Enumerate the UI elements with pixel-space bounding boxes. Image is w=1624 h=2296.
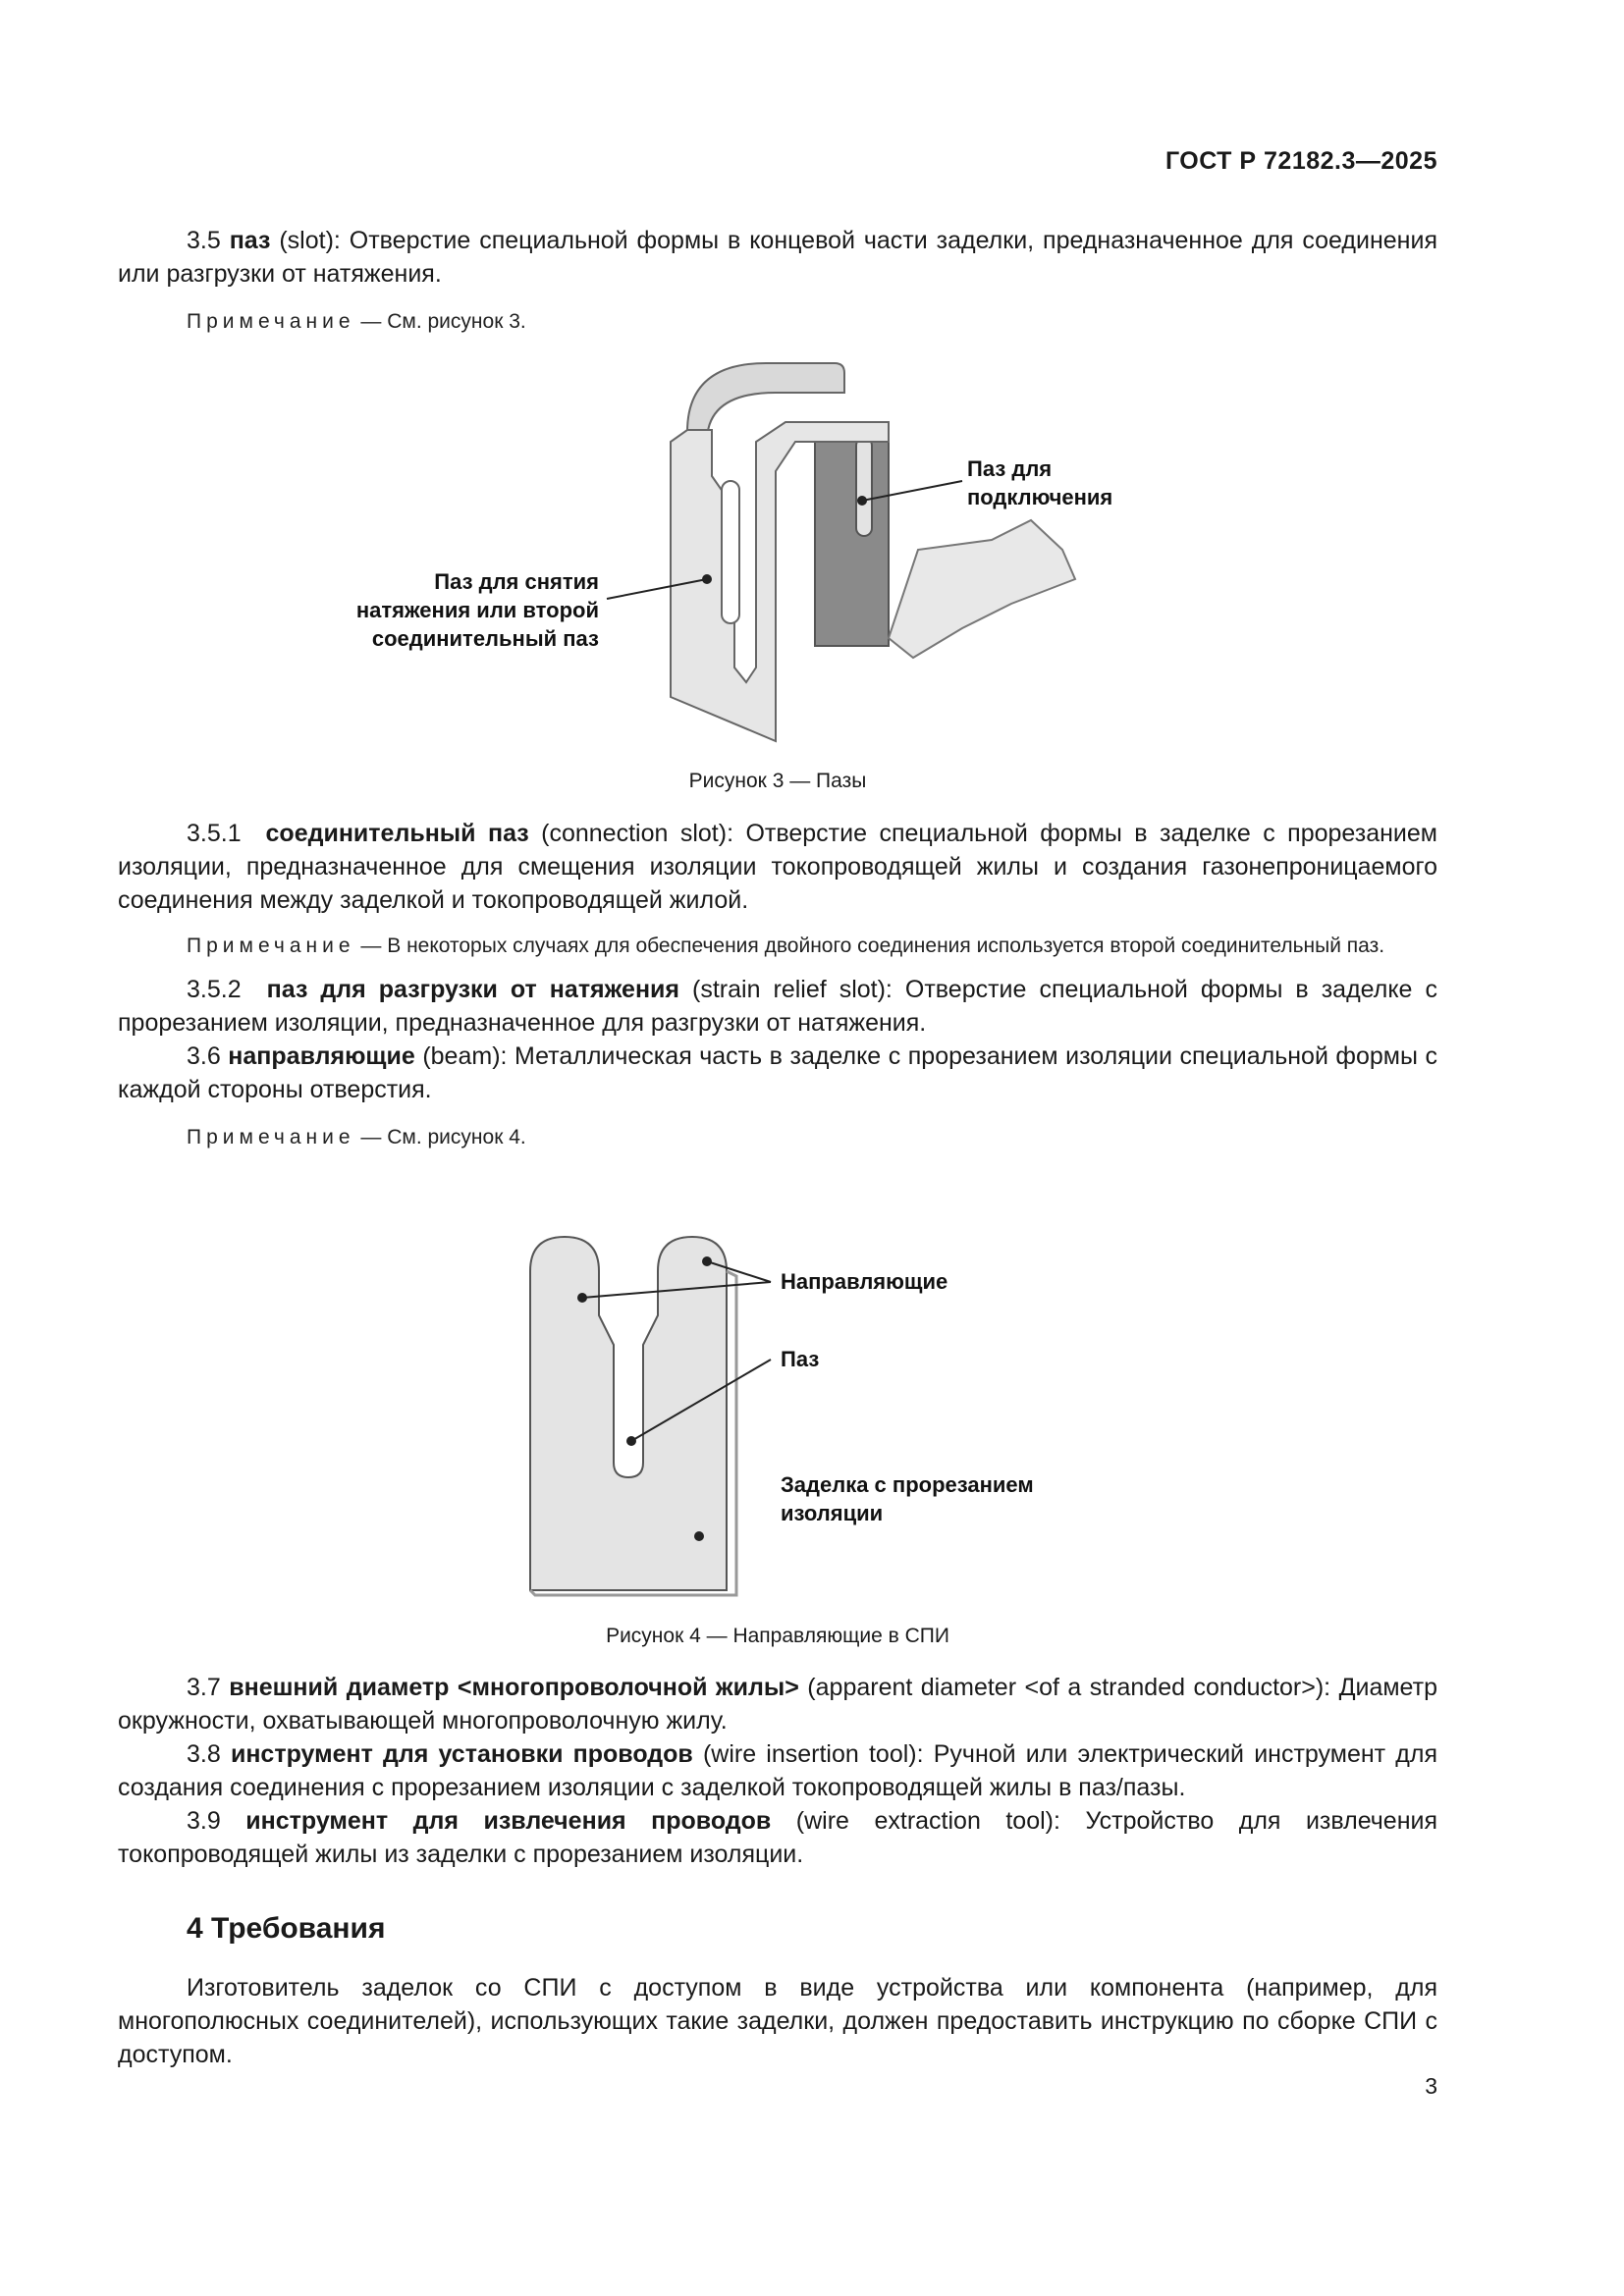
dark-side-face xyxy=(815,442,889,646)
clauses-3-5-1-to-3-6 xyxy=(118,817,1437,1152)
term-english: (wire insertion tool): xyxy=(692,1740,924,1768)
term: инструмент для извлечения проводов xyxy=(245,1807,772,1835)
clause-3-5 xyxy=(118,224,1437,291)
section-4 xyxy=(118,1912,1437,2071)
clause-number: 3.9 xyxy=(187,1807,221,1835)
clause-number: 3.5 xyxy=(187,227,221,254)
definition: Отверстие специальной формы в заделке с прорезанием изоляции, предназначенное для разгрузки от натяжения. xyxy=(118,976,1437,1037)
section-4-title: 4 Требования xyxy=(187,1912,386,1945)
figure-3-caption: Рисунок 3 — Пазы xyxy=(688,770,867,792)
figure-4-caption: Рисунок 4 — Направляющие в СПИ xyxy=(606,1625,949,1647)
term-english: (slot): xyxy=(270,227,341,254)
note-label: Примечание xyxy=(187,310,355,333)
tab-shape xyxy=(889,520,1075,658)
clauses-3-7-to-3-9 xyxy=(118,1671,1437,1871)
term: паз для разгрузки от натяжения xyxy=(266,976,680,1003)
term-english: (beam): xyxy=(414,1042,508,1070)
clause-3-5-1 xyxy=(118,817,1437,917)
clause-number: 3.6 xyxy=(187,1042,221,1070)
term-english: (wire extraction tool): xyxy=(771,1807,1060,1835)
definition: Диаметр окружности, охватывающей многопроволочную жилу. xyxy=(118,1674,1437,1735)
definition: Металлическая часть в заделке с прорезанием изоляции специальной формы с каждой стороны отверстия. xyxy=(118,1042,1437,1103)
definition: Ручной или электрический инструмент для создания соединения с прорезанием изоляции с заделкой токопроводящей жилы в паз/пазы. xyxy=(118,1740,1437,1801)
definition: Отверстие специальной формы в заделке с прорезанием изоляции, предназначенное для смещения изоляции токопроводящей жилы и создания газонепроницаемого соединения между заделкой и токопроводящей жилой. xyxy=(118,820,1437,914)
clause-number: 3.5.2 xyxy=(187,976,242,1003)
label-slot: Паз xyxy=(781,1347,820,1371)
clause-3-9 xyxy=(118,1804,1437,1871)
term-english: (strain relief slot): xyxy=(679,976,893,1003)
clause-3-7 xyxy=(118,1671,1437,1737)
label-strain-slot-line2: натяжения или второй xyxy=(355,598,599,622)
strain-slot-shape xyxy=(722,481,739,623)
clause-3-5-block xyxy=(118,224,1437,337)
definition: Отверстие специальной формы в концевой части заделки, предназначенное для соединения или разгрузки от натяжения. xyxy=(118,227,1437,288)
definition: Устройство для извлечения токопроводящей жилы из заделки с прорезанием изоляции. xyxy=(118,1807,1438,1868)
term: направляющие xyxy=(228,1042,415,1070)
document-number: ГОСТ Р 72182.3—2025 xyxy=(1164,147,1437,175)
note-2 xyxy=(118,931,1437,961)
clause-3-6 xyxy=(118,1040,1437,1106)
note-label: Примечание xyxy=(187,934,355,957)
label-termination-line1: Заделка с прорезанием xyxy=(781,1472,1034,1497)
term: инструмент для установки проводов xyxy=(230,1740,693,1768)
label-connection-slot-line1: Паз для xyxy=(967,456,1053,481)
figure-3 xyxy=(0,344,1624,756)
leader-dot-connection xyxy=(857,496,867,506)
leader-dot-termination xyxy=(694,1531,704,1541)
note-1 xyxy=(118,306,1437,337)
clause-number: 3.8 xyxy=(187,1740,221,1768)
label-termination-line2: изоляции xyxy=(781,1501,884,1525)
clause-number: 3.5.1 xyxy=(187,820,242,847)
note-3 xyxy=(118,1122,1437,1152)
term-english: (apparent diameter <of a stranded conductor>): xyxy=(798,1674,1331,1701)
section-4-text: Изготовитель заделок со СПИ с доступом в виде устройства или компонента (например, для многополюсных соединителей), использующих такие заделки, должен предоставить инструкцию по сборке СПИ с доступом. xyxy=(118,1974,1437,2068)
term-english: (connection slot): xyxy=(528,820,734,847)
clause-3-5-2 xyxy=(118,973,1437,1040)
label-strain-slot-line3: соединительный паз xyxy=(371,626,599,651)
label-connection-slot-line2: подключения xyxy=(967,485,1113,509)
connection-slot-shape xyxy=(856,438,872,536)
clause-number: 3.7 xyxy=(187,1674,221,1701)
clause-3-8 xyxy=(118,1737,1437,1804)
figure-3-drawing xyxy=(0,344,1624,756)
term: соединительный паз xyxy=(265,820,529,847)
note-text: — См. рисунок 4. xyxy=(354,1126,526,1148)
label-beams: Направляющие xyxy=(781,1269,948,1294)
figure-4-drawing xyxy=(0,1217,1624,1610)
note-text: — См. рисунок 3. xyxy=(354,310,526,333)
term: паз xyxy=(229,227,271,254)
note-label: Примечание xyxy=(187,1126,355,1148)
term: внешний диаметр <многопроволочной жилы> xyxy=(229,1674,799,1701)
label-strain-slot-line1: Паз для снятия xyxy=(434,569,599,594)
leader-dot-strain xyxy=(702,574,712,584)
note-text: — В некоторых случаях для обеспечения двойного соединения используется второй соединительный паз. xyxy=(354,934,1385,957)
figure-4 xyxy=(0,1217,1624,1610)
page-number: 3 xyxy=(1425,2073,1437,2099)
